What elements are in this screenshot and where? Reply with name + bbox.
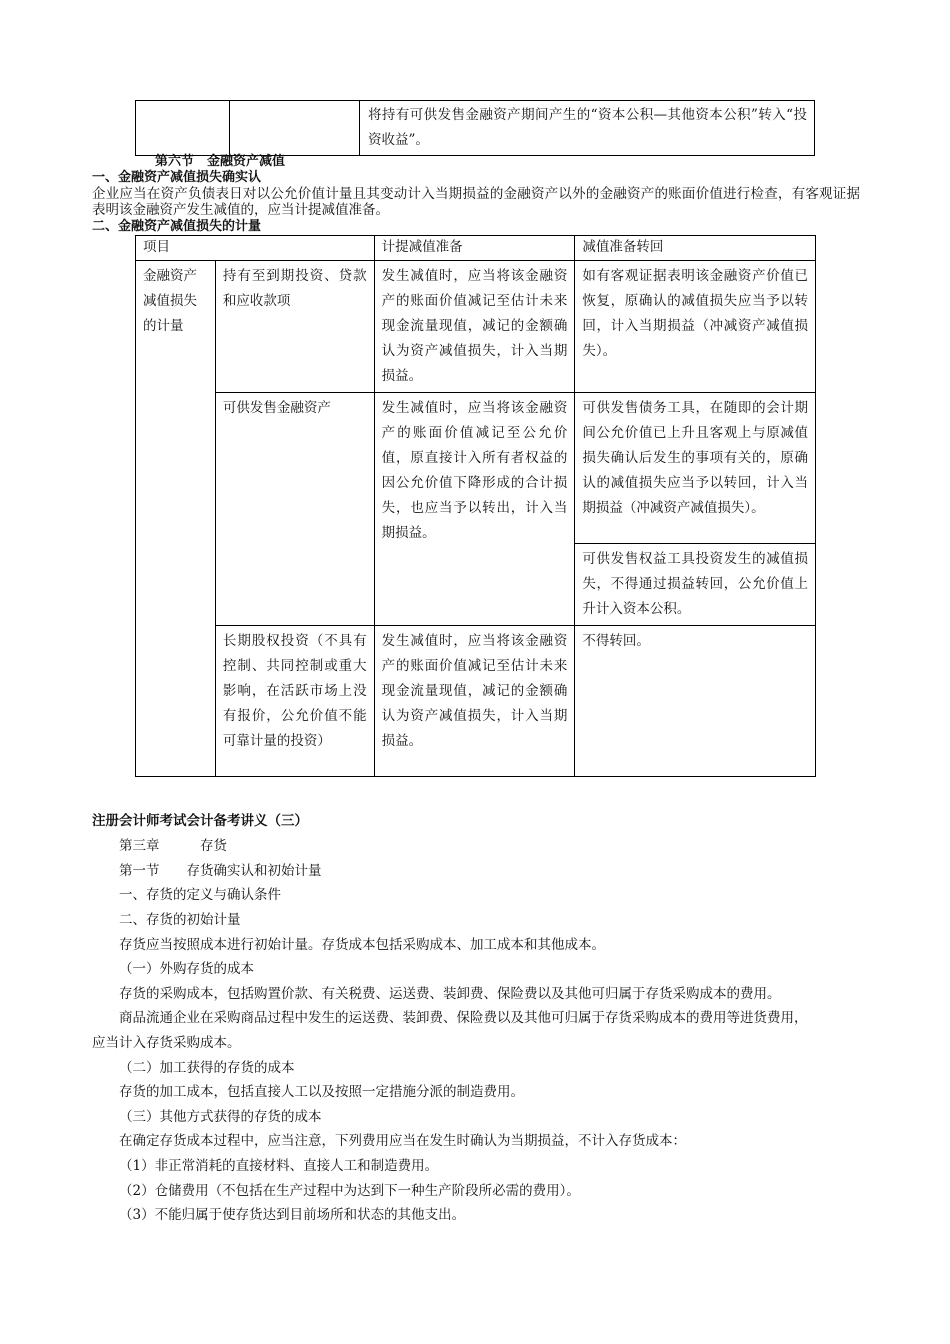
section-title: 第一节 存货确实认和初始计量 [119,863,322,879]
header-item: 项目 [136,236,375,261]
table-row [136,393,816,544]
text-line: （三）其他方式获得的存货的成本 [119,1109,322,1125]
text-line: （一）外购存货的成本 [119,961,254,977]
impairment-table [135,235,816,777]
item-cell: 持有至到期投资、贷款和应收款项 [215,261,374,393]
table-cell: 将持有可供发售金融资产期间产生的“资本公积—其他资本公积”转入“投资收益”。 [360,101,815,156]
group-label: 金融资产减值损失的计量 [136,261,216,777]
table-row [136,101,815,156]
text-line: 应当计入存货采购成本。 [92,1035,241,1051]
reversal-cell: 可供发售权益工具投资发生的减值损失，不得通过损益转回，公允价值上升计入资本公积。 [575,544,816,626]
reversal-cell: 不得转回。 [575,626,816,777]
header-reversal: 减值准备转回 [575,236,816,261]
table-header-row [136,236,816,261]
provision-cell: 发生减值时，应当将该金融资产的账面价值减记至估计未来现金流量现值，减记的金额确认为资产减值损失，计入当期损益。 [374,626,575,777]
item-cell: 可供发售金融资产 [215,393,374,626]
table-row [136,261,816,393]
text-line: 商品流通企业在采购商品过程中发生的运送费、装卸费、保险费以及其他可归属于存货采购成本的费用等进货费用， [119,1010,808,1026]
lecture-title: 注册会计师考试会计备考讲义（三） [92,813,308,829]
text-line: 一、存货的定义与确认条件 [119,887,281,903]
item-cell: 长期股权投资（不具有控制、共同控制或重大影响，在活跃市场上没有报价，公允价值不能可靠计量的投资） [215,626,374,777]
table-row [136,626,816,777]
provision-cell: 发生减值时，应当将该金融资产的账面价值减记至估计未来现金流量现值，减记的金额确认为资产减值损失，计入当期损益。 [374,261,575,393]
text-line: 存货的加工成本，包括直接人工以及按照一定措施分派的制造费用。 [119,1084,524,1100]
subheading: 一、金融资产减值损失确实认 [92,170,262,185]
text-line: （二）加工获得的存货的成本 [119,1060,295,1076]
text-line: （1）非正常消耗的直接材料、直接人工和制造费用。 [119,1158,439,1174]
table-cell [136,101,230,156]
subheading: 二、金融资产减值损失的计量 [92,219,262,234]
text-line: （2）仓储费用（不包括在生产过程中为达到下一种生产阶段所必需的费用）。 [119,1183,580,1199]
text-line: （3）不能归属于使存货达到目前场所和状态的其他支出。 [119,1207,466,1223]
text-line: 存货的采购成本，包括购置价款、有关税费、运送费、装卸费、保险费以及其他可归属于存货采购成本的费用。 [119,986,781,1002]
chapter-title: 第三章 存货 [119,838,227,854]
text-line: 在确定存货成本过程中，应当注意，下列费用应当在发生时确认为当期损益，不计入存货成本： [119,1133,686,1149]
section-title: 第六节 金融资产减值 [155,154,286,169]
reversal-cell: 可供发售债务工具，在随即的会计期间公允价值已上升且客观上与原减值损失确认后发生的事项有关的，原确认的减值损失应当予以转回，计入当期损益（冲减资产减值损失）。 [575,393,816,544]
paragraph: 企业应当在资产负债表日对以公允价值计量且其变动计入当期损益的金融资产以外的金融资产的账面价值进行检查，有客观证据表明该金融资产发生减值的，应当计提减值准备。 [92,186,860,218]
reversal-cell: 如有客观证据表明该金融资产价值已恢复，原确认的减值损失应当予以转回，计入当期损益（冲减资产减值损失）。 [575,261,816,393]
provision-cell: 发生减值时，应当将该金融资产的账面价值减记至公允价值，原直接计入所有者权益的因公允价值下降形成的合计损失，也应当予以转出，计入当期损益。 [374,393,575,626]
top-table [135,100,815,156]
text-line: 存货应当按照成本进行初始计量。存货成本包括采购成本、加工成本和其他成本。 [119,937,605,953]
table-cell [230,101,360,156]
text-line: 二、存货的初始计量 [119,912,241,928]
header-provision: 计提减值准备 [374,236,575,261]
